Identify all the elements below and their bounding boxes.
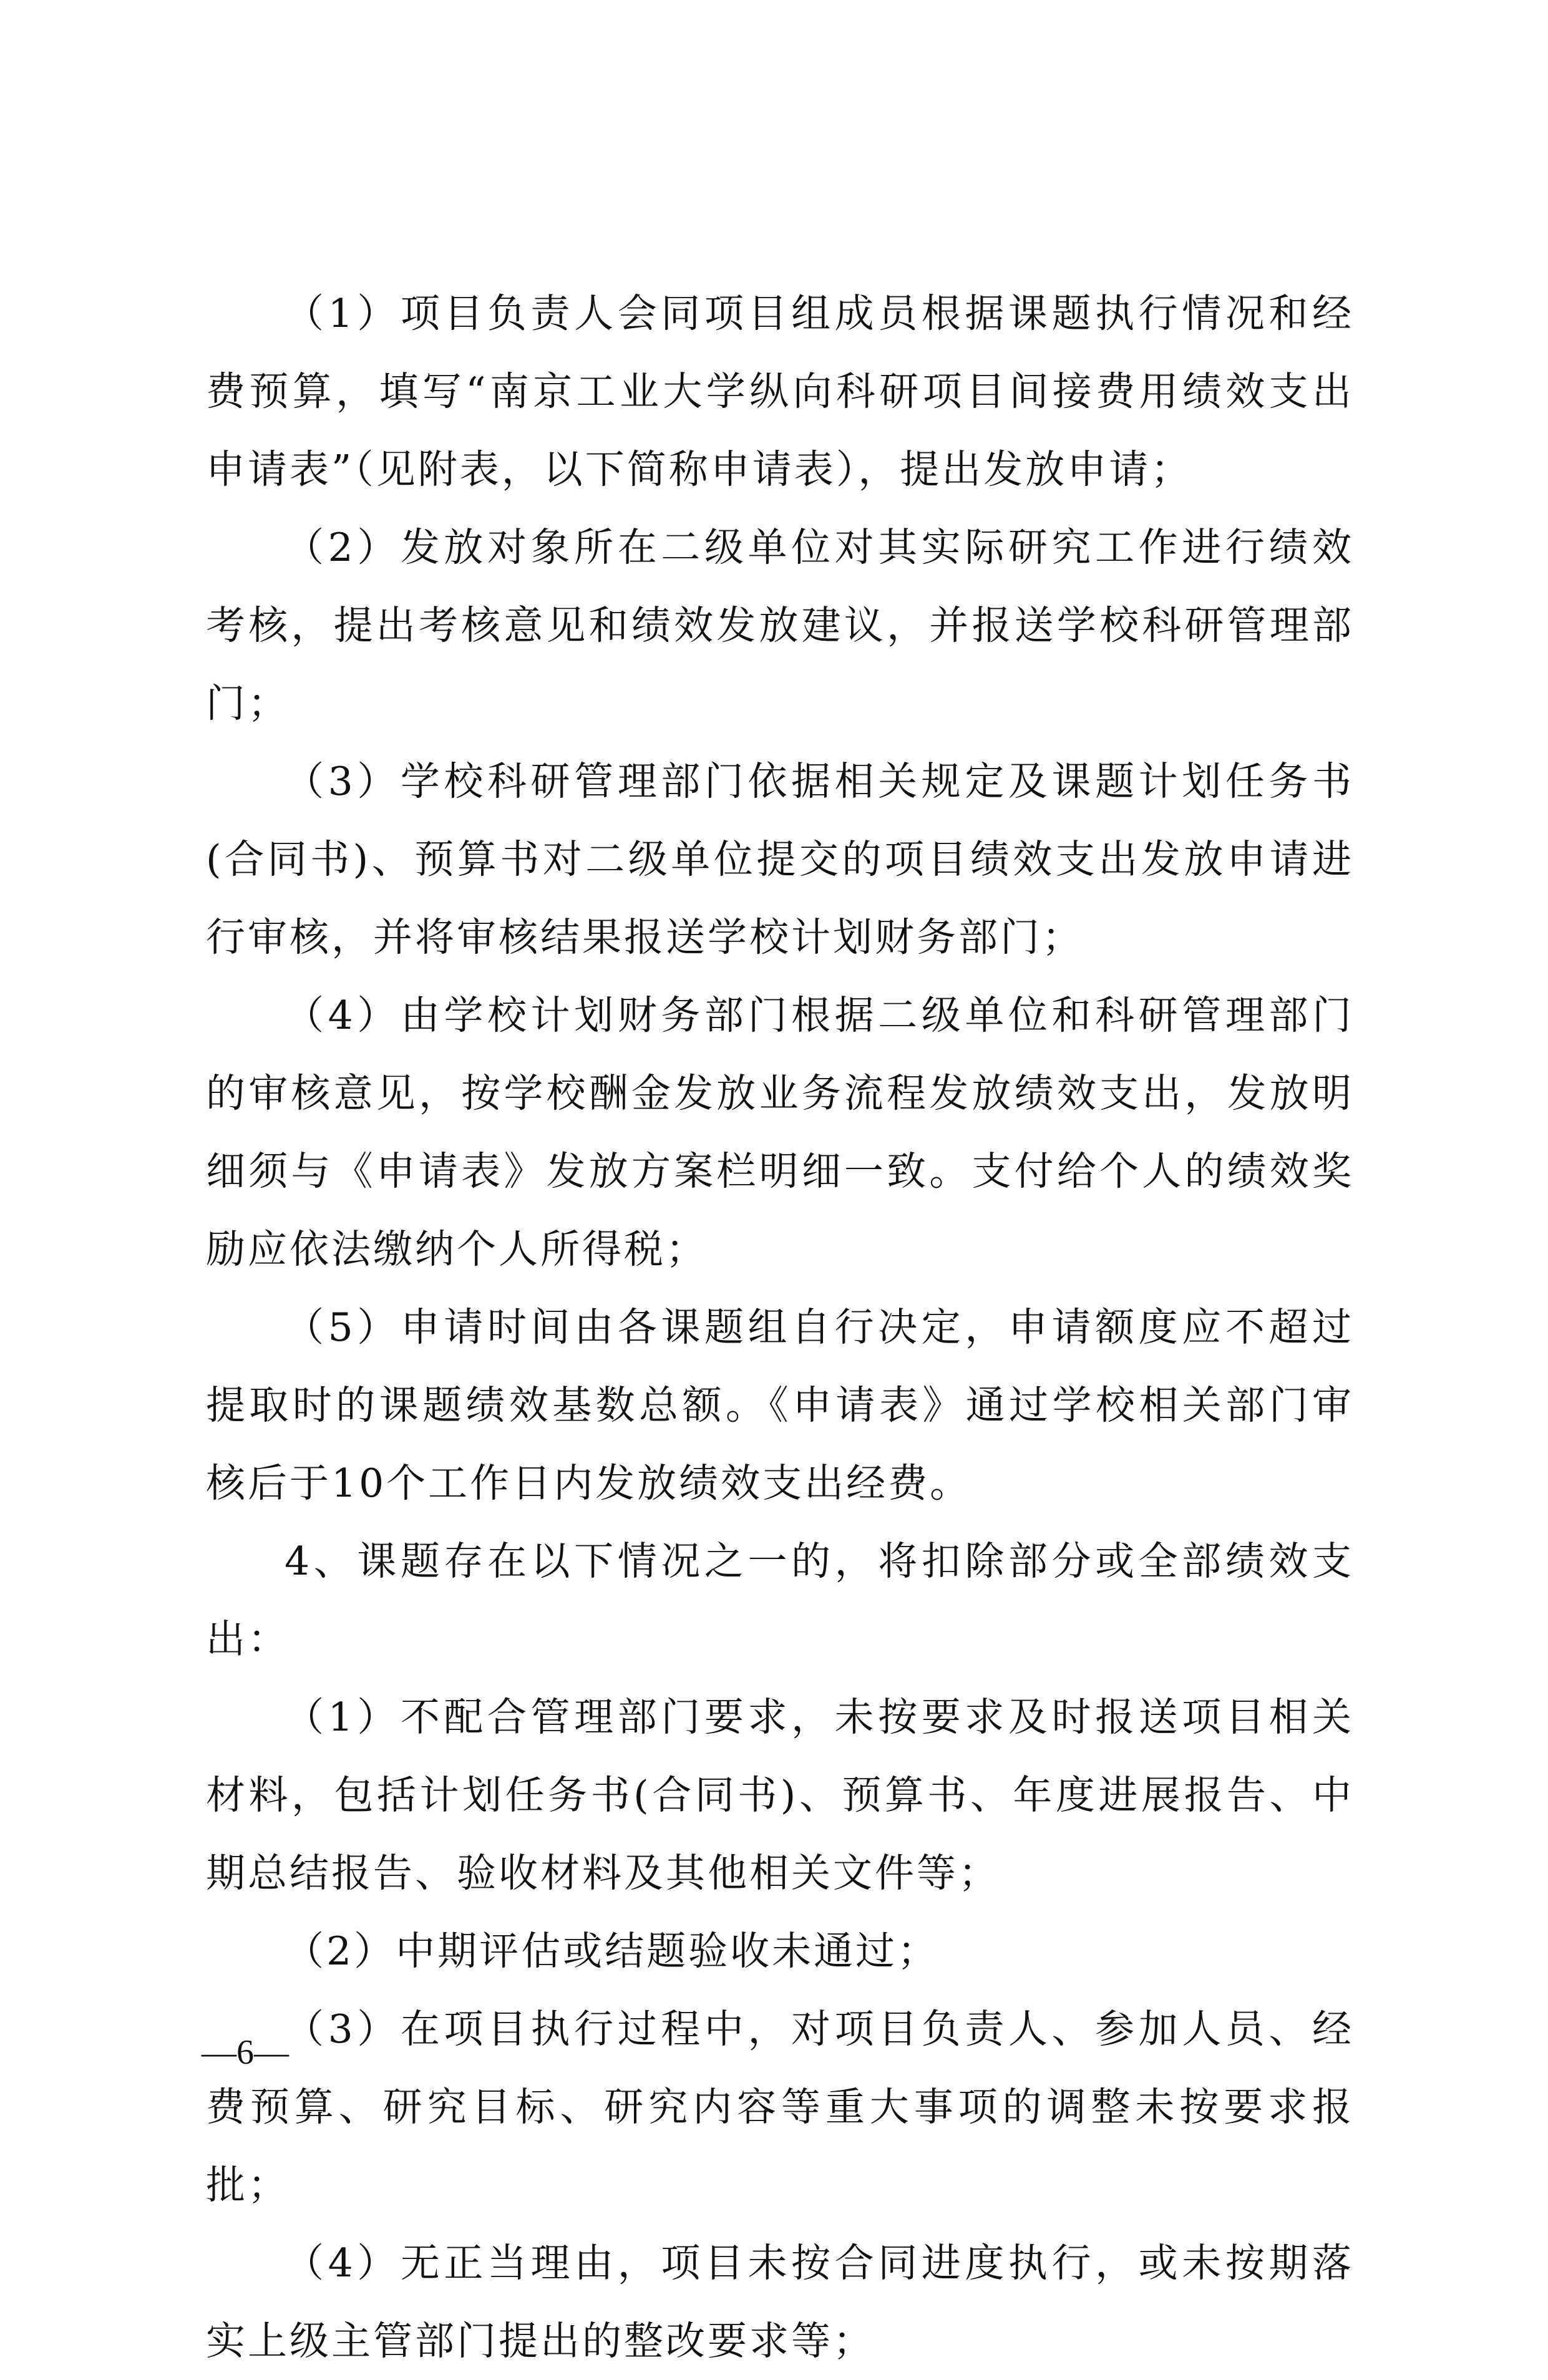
page-number: —6— <box>202 2033 289 2072</box>
document-body <box>206 274 1354 2380</box>
paragraph: （4）由学校计划财务部门根据二级单位和科研管理部门的审核意见，按学校酬金发放业务流程发放绩效支出，发放明细须与《申请表》发放方案栏明细一致。支付给个人的绩效奖励应依法缴纳个人所得税； <box>206 993 1354 1272</box>
paragraph: （5）申请时间由各课题组自行决定，申请额度应不超过提取时的课题绩效基数总额。《申请表》通过学校相关部门审核后于10个工作日内发放绩效支出经费。 <box>206 1304 1354 1506</box>
paragraph: （3）学校科研管理部门依据相关规定及课题计划任务书(合同书)、预算书对二级单位提交的项目绩效支出发放申请进行审核，并将审核结果报送学校计划财务部门； <box>206 759 1354 960</box>
paragraph: （2）中期评估或结题验收未通过； <box>285 1928 940 1974</box>
paragraph: （4）无正当理由，项目未按合同进度执行，或未按期落实上级主管部门提出的整改要求等； <box>206 2240 1354 2364</box>
paragraph: （1）项目负责人会同项目组成员根据课题执行情况和经费预算，填写“南京工业大学纵向科研项目间接费用绩效支出申请表”（见附表，以下简称申请表），提出发放申请； <box>206 291 1354 492</box>
paragraph: （2）发放对象所在二级单位对其实际研究工作进行绩效考核，提出考核意见和绩效发放建议，并报送学校科研管理部门； <box>206 525 1354 726</box>
paragraph: （1）不配合管理部门要求，未按要求及时报送项目相关材料，包括计划任务书(合同书)、预算书、年度进展报告、中期总结报告、验收材料及其他相关文件等； <box>206 1694 1354 1896</box>
paragraph: （3）在项目执行过程中，对项目负责人、参加人员、经费预算、研究目标、研究内容等重大事项的调整未按要求报批； <box>206 2006 1354 2208</box>
paragraph: 4、课题存在以下情况之一的，将扣除部分或全部绩效支出： <box>206 1538 1354 1662</box>
